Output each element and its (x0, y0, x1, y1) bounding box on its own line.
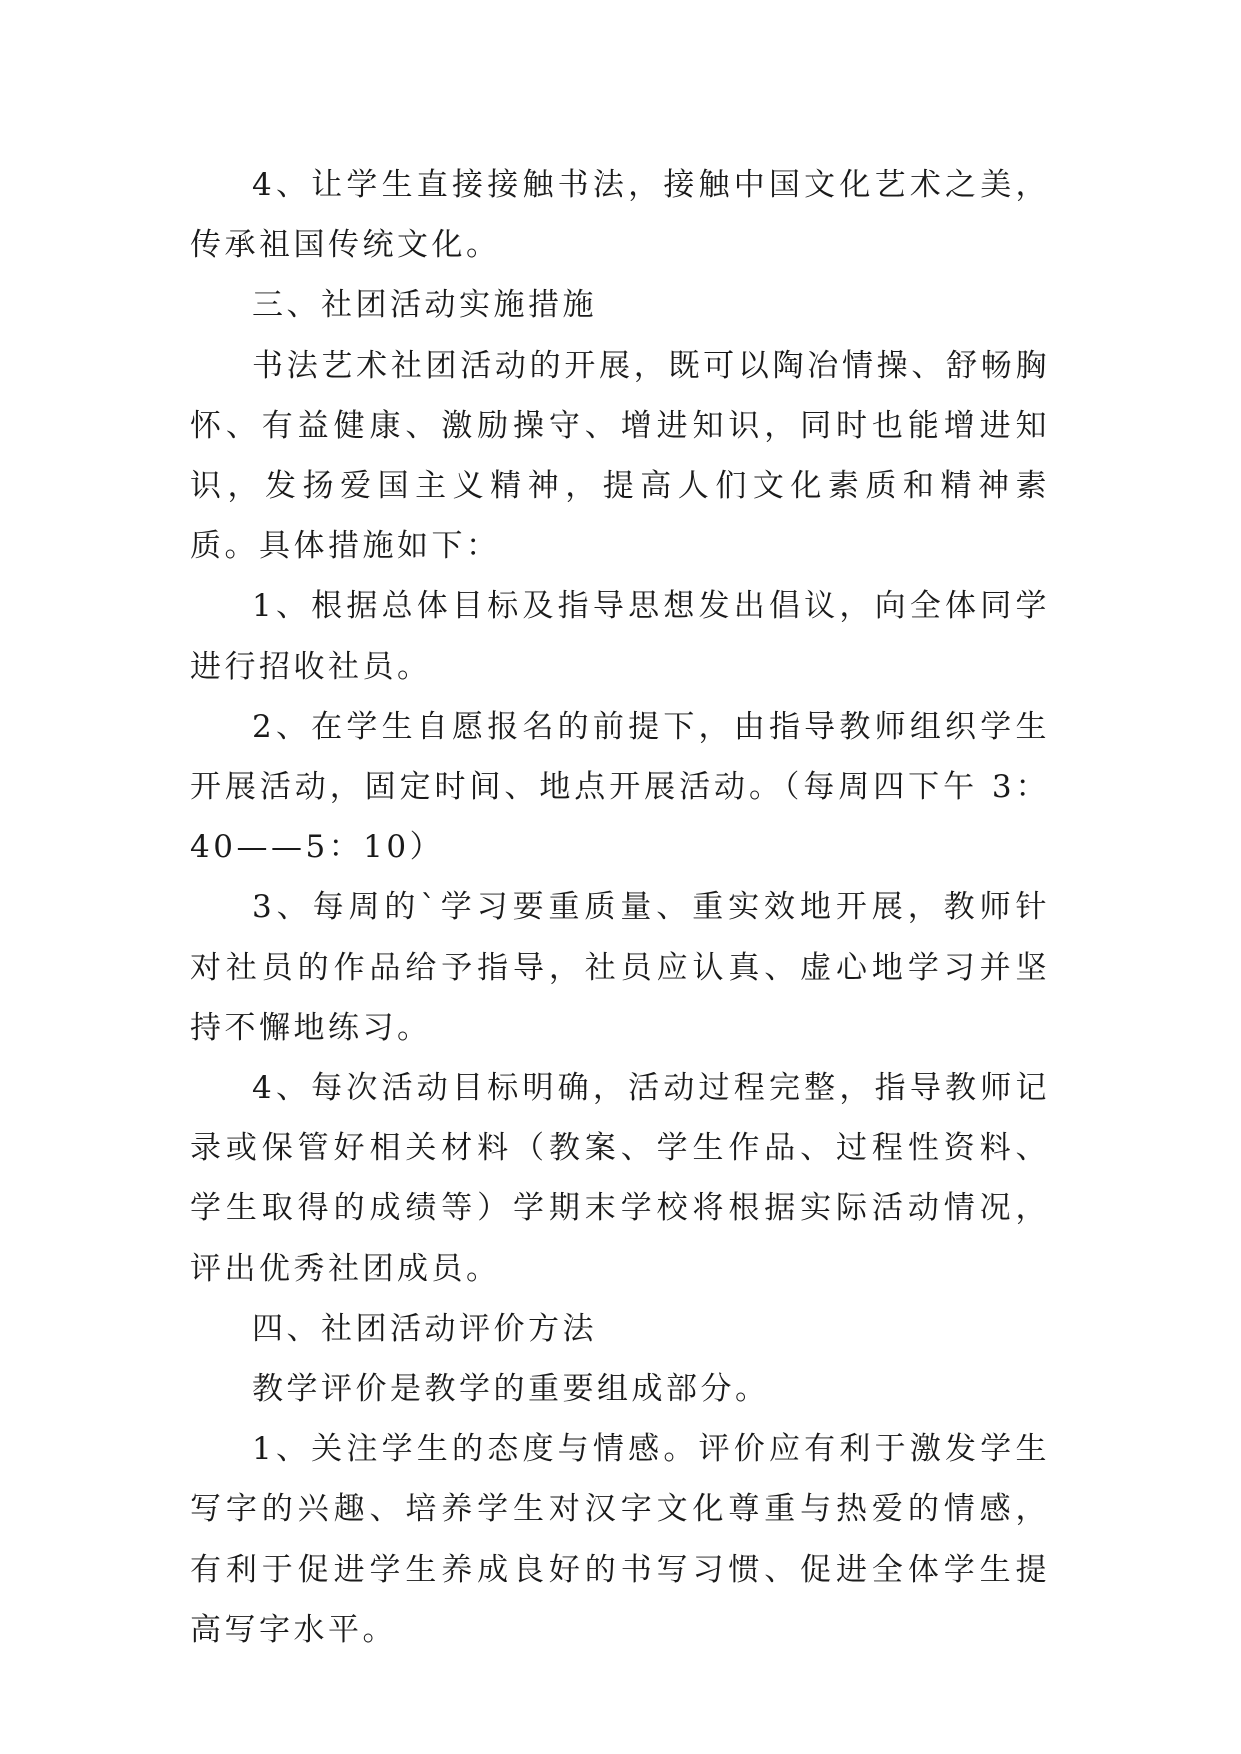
paragraph-measure-3: 3、每周的`学习要重质量、重实效地开展，教师针对社员的作品给予指导，社员应认真、虚心地学习并坚持不懈地练习。 (190, 889, 1050, 1046)
paragraph-measure-1: 1、根据总体目标及指导思想发出倡议，向全体同学进行招收社员。 (190, 588, 1050, 685)
paragraph-measure-4: 4、每次活动目标明确，活动过程完整，指导教师记录或保管好相关材料（教案、学生作品、过程性资料、学生取得的成绩等）学期末学校将根据实际活动情况，评出优秀社团成员。 (190, 1070, 1050, 1287)
document-body (190, 155, 1050, 1660)
paragraph-measures-intro: 书法艺术社团活动的开展，既可以陶冶情操、舒畅胸怀、有益健康、激励操守、增进知识，同时也能增进知识，发扬爱国主义精神，提高人们文化素质和精神素质。具体措施如下： (190, 347, 1050, 565)
paragraph-evaluation-1: 1、关注学生的态度与情感。评价应有利于激发学生写字的兴趣、培养学生对汉字文化尊重与热爱的情感，有利于促进学生养成良好的书写习惯、促进全体学生提高写字水平。 (190, 1431, 1050, 1648)
paragraph-measure-2: 2、在学生自愿报名的前提下，由指导教师组织学生开展活动，固定时间、地点开展活动。（每周四下午 3：40——5：10） (190, 708, 1050, 866)
heading-implementation-measures: 三、社团活动实施措施 (252, 287, 597, 324)
paragraph-evaluation-intro: 教学评价是教学的重要组成部分。 (252, 1371, 770, 1408)
heading-evaluation-methods: 四、社团活动评价方法 (252, 1310, 597, 1347)
paragraph-goal-4: 4、让学生直接接触书法，接触中国文化艺术之美，传承祖国传统文化。 (190, 167, 1050, 264)
